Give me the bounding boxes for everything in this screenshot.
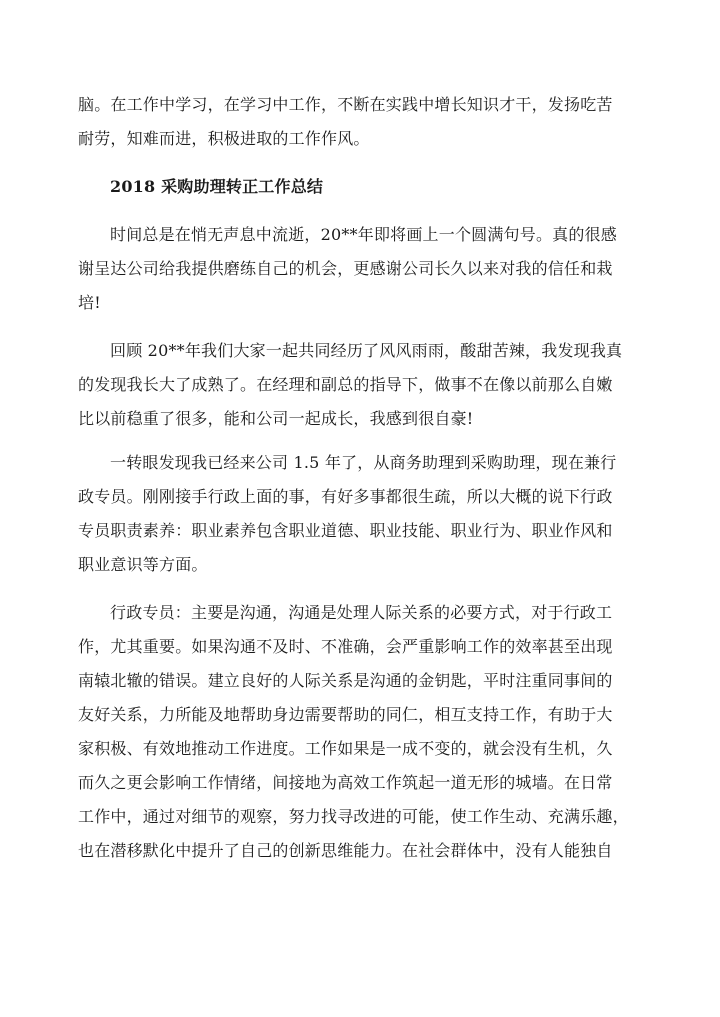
paragraph-line: 工作中，通过对细节的观察，努力找寻改进的可能，使工作生动、充满乐趣， xyxy=(78,807,629,826)
intro-line-2: 耐劳，知难而进，积极进取的工作作风。 xyxy=(78,129,370,148)
paragraph-line: 培! xyxy=(78,293,101,312)
paragraph-2 xyxy=(78,334,654,436)
paragraph-line: 职业意识等方面。 xyxy=(78,555,208,574)
paragraph-line: 行政专员：主要是沟通，沟通是处理人际关系的必要方式，对于行政工 xyxy=(110,603,613,622)
paragraph-line: 一转眼发现我已经来公司 1.5 年了，从商务助理到采购助理，现在兼行 xyxy=(110,453,617,472)
paragraph-line: 友好关系，力所能及地帮助身边需要帮助的同仁，相互支持工作，有助于大 xyxy=(78,705,613,724)
section-title: 2018 采购助理转正工作总结 xyxy=(110,177,324,196)
paragraph-4 xyxy=(78,596,654,868)
paragraph-line: 专员职责素养：职业素养包含职业道德、职业技能、职业行为、职业作风和 xyxy=(78,521,613,540)
paragraph-line: 南辕北辙的错误。建立良好的人际关系是沟通的金钥匙，平时注重同事间的 xyxy=(78,671,613,690)
paragraph-line: 也在潜移默化中提升了自己的创新思维能力。在社会群体中，没有人能独自 xyxy=(78,841,613,860)
document-page xyxy=(78,88,654,868)
paragraph-line: 的发现我长大了成熟了。在经理和副总的指导下，做事不在像以前那么自嫩 xyxy=(78,375,613,394)
paragraph-line: 而久之更会影响工作情绪，间接地为高效工作筑起一道无形的城墙。在日常 xyxy=(78,773,613,792)
paragraph-line: 回顾 20**年我们大家一起共同经历了风风雨雨，酸甜苦辣，我发现我真 xyxy=(110,341,623,360)
paragraph-line: 比以前稳重了很多，能和公司一起成长，我感到很自豪! xyxy=(78,409,474,428)
paragraph-line: 时间总是在悄无声息中流逝，20**年即将画上一个圆满句号。真的很感 xyxy=(110,225,617,244)
paragraph-3 xyxy=(78,446,654,582)
paragraph-line: 家积极、有效地推动工作进度。工作如果是一成不变的，就会没有生机，久 xyxy=(78,739,613,758)
paragraph-line: 作，尤其重要。如果沟通不及时、不准确，会严重影响工作的效率甚至出现 xyxy=(78,637,613,656)
intro-line-1: 脑。在工作中学习，在学习中工作，不断在实践中增长知识才干，发扬吃苦 xyxy=(78,95,613,114)
paragraph-line: 政专员。刚刚接手行政上面的事，有好多事都很生疏，所以大概的说下行政 xyxy=(78,487,613,506)
paragraph-line: 谢呈达公司给我提供磨练自己的机会，更感谢公司长久以来对我的信任和栽 xyxy=(78,259,613,278)
paragraph-1 xyxy=(78,218,654,320)
